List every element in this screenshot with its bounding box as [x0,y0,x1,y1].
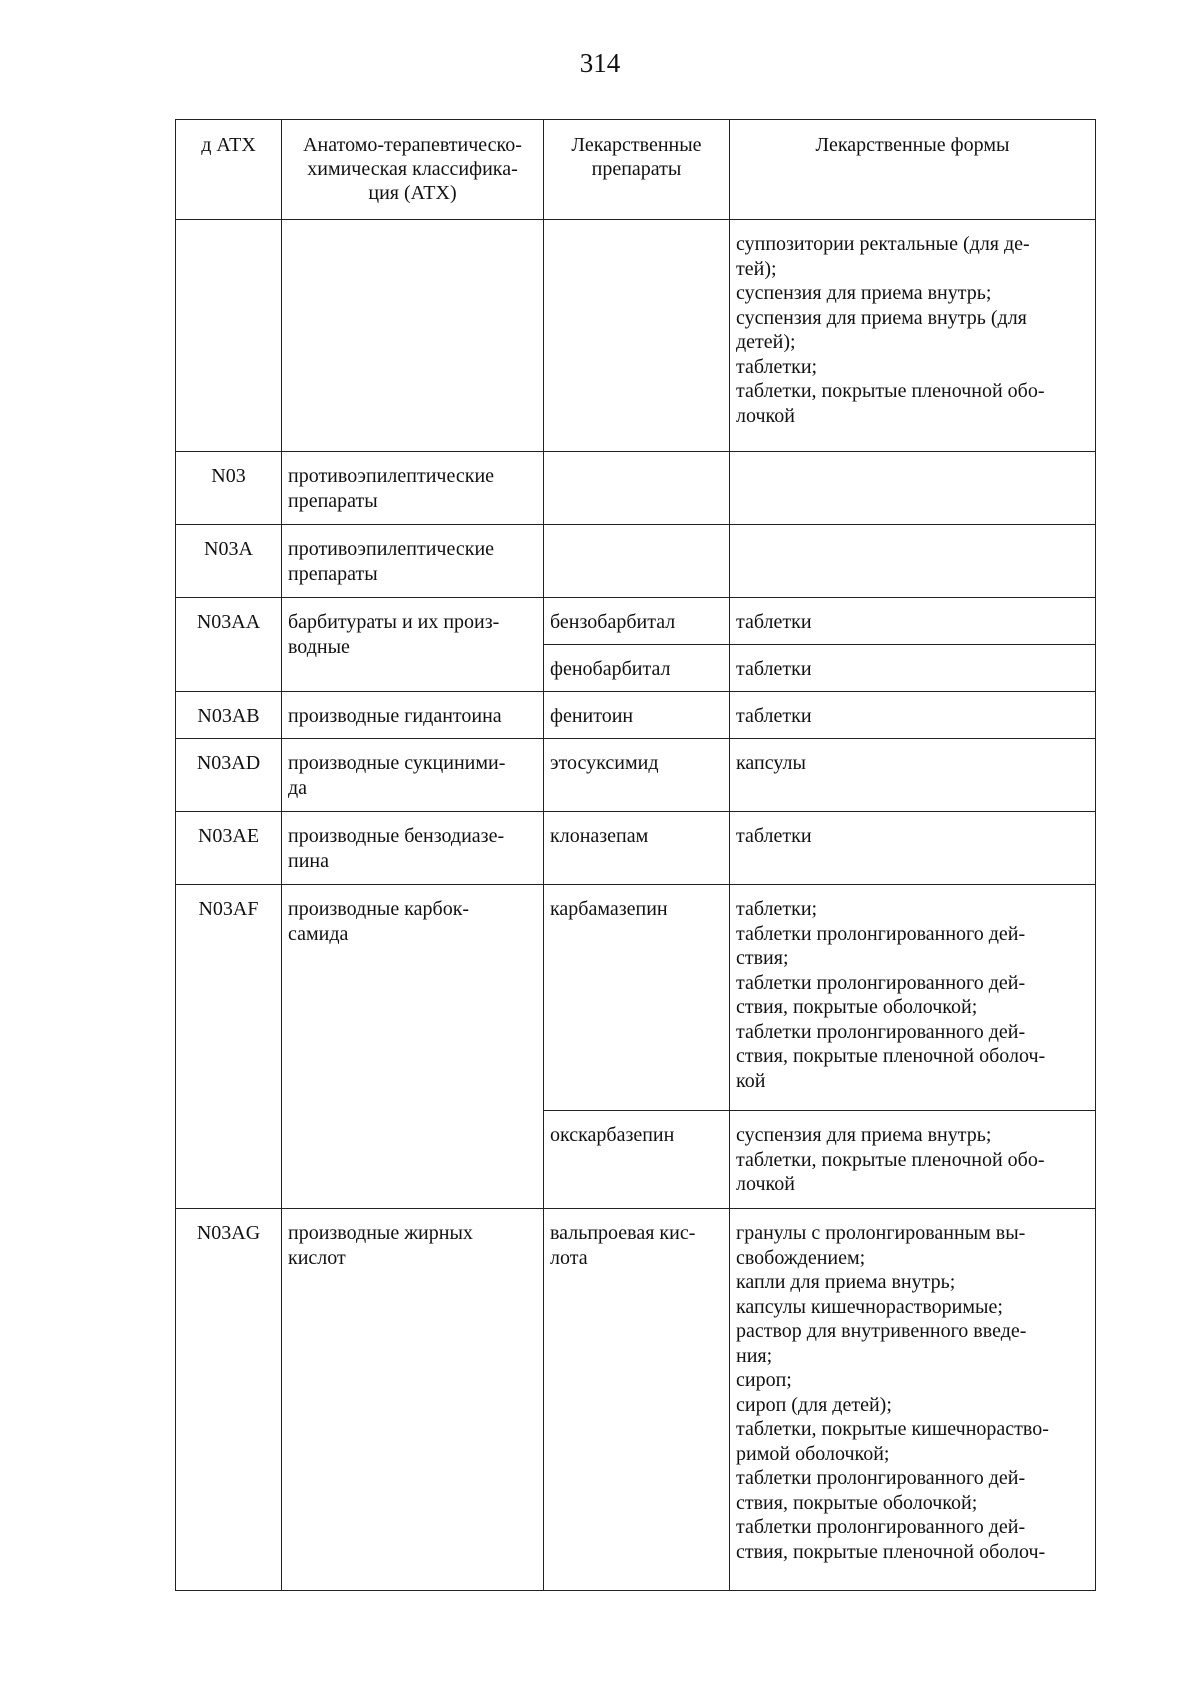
header-classification-line: химическая классифика- [307,158,518,180]
form-line: капли для приема внутрь; [736,1271,956,1293]
cell-classification [282,739,544,812]
cell-drug [544,1209,730,1591]
cell-classification [282,525,544,598]
cell-forms: таблетки [730,812,1096,885]
form-line: таблетки пролонгированного дей- [736,971,1026,994]
table-row-continuation [176,220,1096,452]
header-drugs [544,120,730,220]
cell-classification [282,452,544,525]
classification-line: производные бензодиазе- [288,825,505,847]
classification-line: производные карбок- [288,898,470,920]
form-line: лочкой [736,404,795,427]
cell-code: N03A [176,525,282,598]
table-row-n03 [176,452,1096,525]
form-line: детей); [736,331,796,353]
form-line: ния; [736,1344,773,1367]
drug-line: вальпроевая кис- [550,1222,696,1244]
classification-line: кислот [288,1246,346,1269]
form-line: ствия, покрытые оболочкой; [736,996,978,1018]
cell-code: N03AF [176,885,282,1209]
form-line: кой [736,1069,766,1092]
form-line: таблетки пролонгированного дей- [736,922,1026,945]
cell-classification [282,1209,544,1591]
cell-code: N03AE [176,812,282,885]
classification-line: производные жирных [288,1222,473,1244]
table-row-n03ag [176,1209,1096,1591]
header-code: д АТХ [176,120,282,220]
cell-drug: фенобарбитал [544,645,730,692]
form-line: таблетки, покрытые кишечнораство- [736,1418,1049,1440]
header-drugs-line: Лекарственные [571,134,702,156]
classification-line: производные сукциними- [288,752,506,774]
cell-forms: таблетки [730,598,1096,645]
form-line: таблетки; [736,898,818,920]
cell-drug: окскарбазепин [544,1111,730,1209]
table-row-n03ae [176,812,1096,885]
form-line: ствия, покрытые пленочной оболоч- [736,1045,1046,1067]
table-row-n03ad [176,739,1096,812]
header-classification [282,120,544,220]
form-line: суспензия для приема внутрь; [736,1124,992,1146]
form-line: ствия; [736,947,789,969]
form-line: таблетки; [736,355,818,378]
form-line: гранулы с пролонгированным вы- [736,1222,1026,1244]
form-line: раствор для внутривенного введе- [736,1320,1027,1342]
form-line: суппозитории ректальные (для де- [736,233,1030,255]
table-header-row [176,120,1096,220]
header-classification-line: Анатомо-терапевтическо- [303,134,522,156]
form-line: тей); [736,257,777,280]
cell-code: N03AG [176,1209,282,1591]
cell-empty [730,525,1096,598]
form-line: ствия, покрытые пленочной оболоч- [736,1540,1046,1563]
cell-classification [282,885,544,1209]
drug-line: лота [550,1246,588,1269]
cell-empty [544,452,730,525]
form-line: лочкой [736,1173,795,1195]
cell-empty [730,452,1096,525]
form-line: таблетки, покрытые пленочной обо- [736,380,1045,402]
classification-line: да [288,776,308,799]
table-row-n03af [176,885,1096,1111]
table-row-n03ab [176,692,1096,739]
cell-classification [282,598,544,692]
cell-code: N03 [176,452,282,525]
classification-line: пина [288,849,329,872]
cell-forms [730,220,1096,452]
cell-empty [176,220,282,452]
atx-table [175,119,1096,1591]
cell-empty [544,525,730,598]
form-line: капсулы кишечнорастворимые; [736,1295,1003,1318]
cell-forms: таблетки [730,692,1096,739]
form-line: римой оболочкой; [736,1442,890,1465]
cell-code: N03AA [176,598,282,692]
cell-code: N03AD [176,739,282,812]
classification-line: препараты [288,489,378,512]
cell-forms [730,1209,1096,1591]
cell-forms [730,885,1096,1111]
classification-line: барбитураты и их произ- [288,611,500,633]
cell-drug: карбамазепин [544,885,730,1111]
form-line: таблетки, покрытые пленочной обо- [736,1148,1045,1171]
classification-line: препараты [288,562,378,585]
form-line: ствия, покрытые оболочкой; [736,1491,978,1514]
form-line: суспензия для приема внутрь; [736,282,992,304]
form-line: сироп (для детей); [736,1393,892,1416]
cell-drug: этосуксимид [544,739,730,812]
header-classification-line: ция (АТХ) [368,182,457,204]
classification-line: самида [288,922,349,945]
classification-line: противоэпилептические [288,465,495,487]
page-number: 314 [579,48,621,78]
form-line: таблетки пролонгированного дей- [736,1516,1026,1538]
form-line: суспензия для приема внутрь (для [736,306,1027,329]
cell-forms: таблетки [730,645,1096,692]
form-line: таблетки пролонгированного дей- [736,1467,1026,1489]
header-drugs-line: препараты [591,158,682,180]
cell-empty [282,220,544,452]
form-line: свобождением; [736,1246,866,1269]
form-line: сироп; [736,1369,792,1391]
cell-empty [544,220,730,452]
cell-forms: капсулы [730,739,1096,812]
cell-drug: клоназепам [544,812,730,885]
table-row-n03aa [176,598,1096,645]
header-forms: Лекарственные формы [730,120,1096,220]
cell-classification: производные гидантоина [282,692,544,739]
cell-drug: фенитоин [544,692,730,739]
classification-line: водные [288,635,350,658]
cell-code: N03AB [176,692,282,739]
cell-classification [282,812,544,885]
form-line: таблетки пролонгированного дей- [736,1020,1026,1043]
classification-line: противоэпилептические [288,538,495,560]
cell-forms [730,1111,1096,1209]
cell-drug: бензобарбитал [544,598,730,645]
table-row-n03a [176,525,1096,598]
